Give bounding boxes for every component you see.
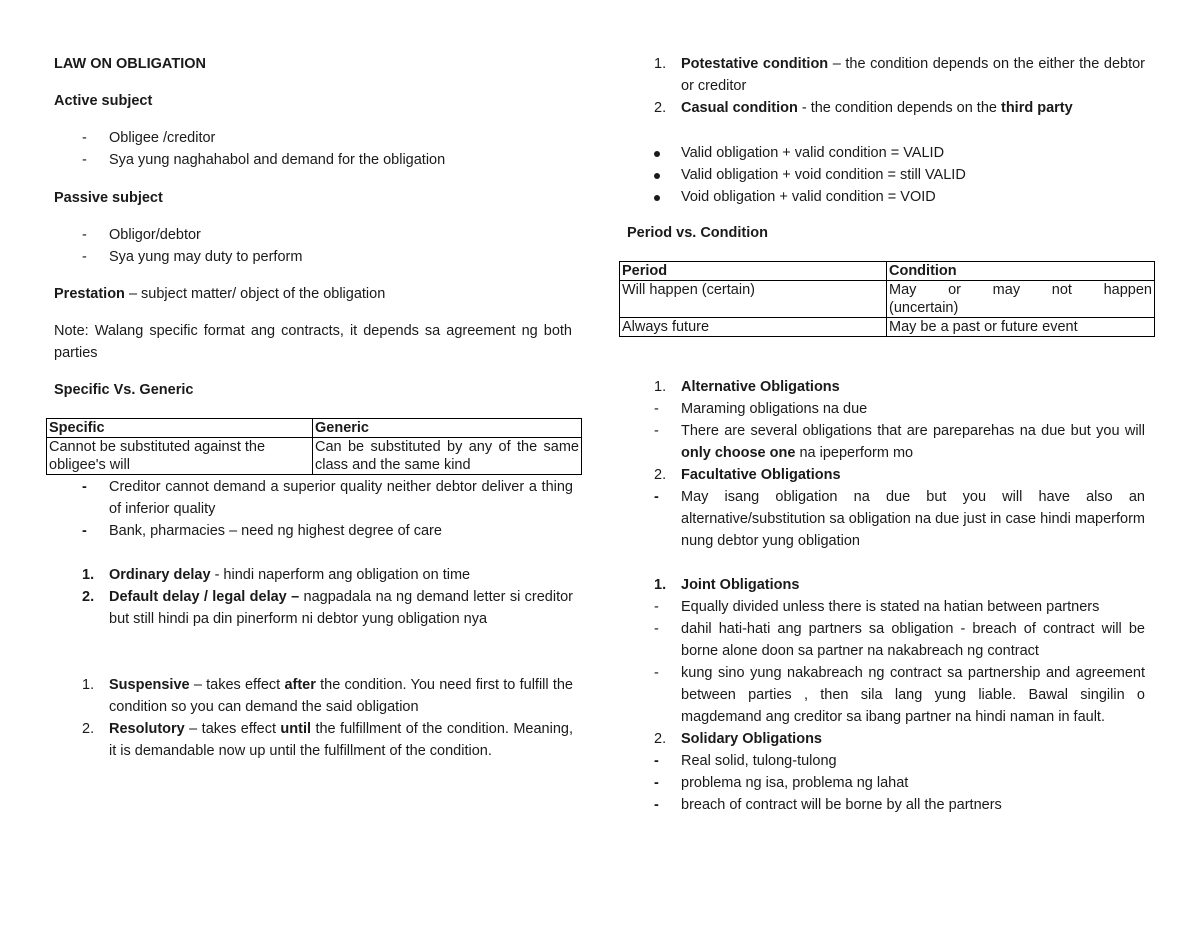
active-subject-heading: Active subject bbox=[54, 93, 153, 109]
bullet-icon bbox=[654, 195, 660, 201]
table-header-cell: Condition bbox=[887, 262, 1155, 281]
table-row bbox=[47, 438, 582, 475]
passive-subject-list bbox=[82, 224, 572, 268]
passive-subject-heading: Passive subject bbox=[54, 190, 163, 206]
table-cell: May be a past or future event bbox=[887, 318, 1155, 337]
table-header-cell: Period bbox=[620, 262, 887, 281]
note-paragraph: Note: Walang specific format ang contracts, it depends sa agreement ng both parties bbox=[54, 323, 572, 361]
list-item: - Bank, pharmacies – need ng highest degree of care bbox=[82, 523, 442, 539]
list-item: - Creditor cannot demand a superior quality neither debtor deliver a thing of inferior quality bbox=[82, 479, 573, 517]
list-item: 2. Facultative Obligations bbox=[654, 467, 841, 483]
table-row bbox=[620, 318, 1155, 337]
table-cell: May or may not happen (uncertain) bbox=[887, 281, 1155, 318]
validity-list bbox=[654, 142, 1145, 208]
period-condition-table bbox=[619, 261, 1155, 337]
list-item: 2. Resolutory – takes effect until the fulfillment of the condition. Meaning, it is demandable now up until the fulfillment of the condition. bbox=[82, 721, 574, 759]
table-row bbox=[620, 281, 1155, 318]
list-item: - Maraming obligations na due bbox=[654, 401, 868, 417]
list-item: - Sya yung naghahabol and demand for the obligation bbox=[82, 152, 446, 168]
list-item: - problema ng isa, problema ng lahat bbox=[654, 775, 909, 791]
list-item: 1. Alternative Obligations bbox=[654, 379, 840, 395]
list-item: - There are several obligations that are pareparehas na due but you will only choose one na ipeperform mo bbox=[654, 423, 1145, 461]
list-item: - kung sino yung nakabreach ng contract sa partnership and agreement between parties , then sila lang yung liable. Bawal singilin o magdemand ang creditor sa ibang partner na hindi naman in fault. bbox=[654, 665, 1145, 725]
period-condition-heading: Period vs. Condition bbox=[627, 225, 768, 241]
specific-generic-table bbox=[46, 418, 582, 475]
list-item: - Real solid, tulong-tulong bbox=[654, 753, 837, 769]
table-cell: Can be substituted by any of the same class and the same kind bbox=[313, 438, 582, 475]
list-item: Void obligation + valid condition = VOID bbox=[654, 186, 1145, 208]
table-header-cell: Generic bbox=[313, 419, 582, 438]
list-item: - Equally divided unless there is stated na hatian between partners bbox=[654, 599, 1100, 615]
active-subject-list bbox=[82, 127, 572, 171]
list-item: - dahil hati-hati ang partners sa obligation - breach of contract will be borne alone doon sa partner na nakabreach ng contract bbox=[654, 621, 1145, 659]
bullet-icon bbox=[654, 151, 660, 157]
list-item: Valid obligation + void condition = still VALID bbox=[654, 164, 1145, 186]
list-item: 1. Joint Obligations bbox=[654, 577, 800, 593]
condition-types-list bbox=[82, 674, 573, 762]
bullet-icon bbox=[654, 173, 660, 179]
document-title: LAW ON OBLIGATION bbox=[54, 56, 206, 72]
table-header-row bbox=[620, 262, 1155, 281]
list-item: - Obligee /creditor bbox=[82, 130, 216, 146]
list-item: 2. Solidary Obligations bbox=[654, 731, 822, 747]
table-cell: Will happen (certain) bbox=[620, 281, 887, 318]
specific-generic-notes bbox=[82, 476, 573, 542]
table-cell: Always future bbox=[620, 318, 887, 337]
table-header-row bbox=[47, 419, 582, 438]
list-item: 2. Casual condition - the condition depends on the third party bbox=[654, 100, 1073, 116]
list-item: - breach of contract will be borne by all the partners bbox=[654, 797, 1002, 813]
condition-kinds-list bbox=[654, 53, 1145, 119]
table-cell: Cannot be substituted against the obligee's will bbox=[47, 438, 313, 475]
prestation-definition: Prestation – subject matter/ object of the obligation bbox=[54, 286, 386, 302]
delay-list bbox=[82, 564, 573, 630]
list-item: - May isang obligation na due but you will have also an alternative/substitution sa obligation na due just in case hindi maperform nung debtor yung obligation bbox=[654, 489, 1145, 549]
joint-solidary-list bbox=[654, 574, 1145, 816]
table-header-cell: Specific bbox=[47, 419, 313, 438]
list-item: 2. Default delay / legal delay – nagpadala na ng demand letter si creditor but still hindi pa din pinerform ni debtor yung obligation nya bbox=[82, 589, 574, 627]
list-item: 1. Ordinary delay - hindi naperform ang obligation on time bbox=[82, 567, 471, 583]
list-item: - Obligor/debtor bbox=[82, 227, 201, 243]
list-item: Valid obligation + valid condition = VALID bbox=[654, 142, 1145, 164]
list-item: 1. Potestative condition – the condition depends on the either the debtor or creditor bbox=[654, 56, 1145, 94]
alternative-facultative-list bbox=[654, 376, 1145, 552]
list-item: 1. Suspensive – takes effect after the condition. You need first to fulfill the condition so you can demand the said obligation bbox=[82, 677, 573, 715]
list-item: - Sya yung may duty to perform bbox=[82, 249, 303, 265]
specific-generic-heading: Specific Vs. Generic bbox=[54, 382, 194, 398]
